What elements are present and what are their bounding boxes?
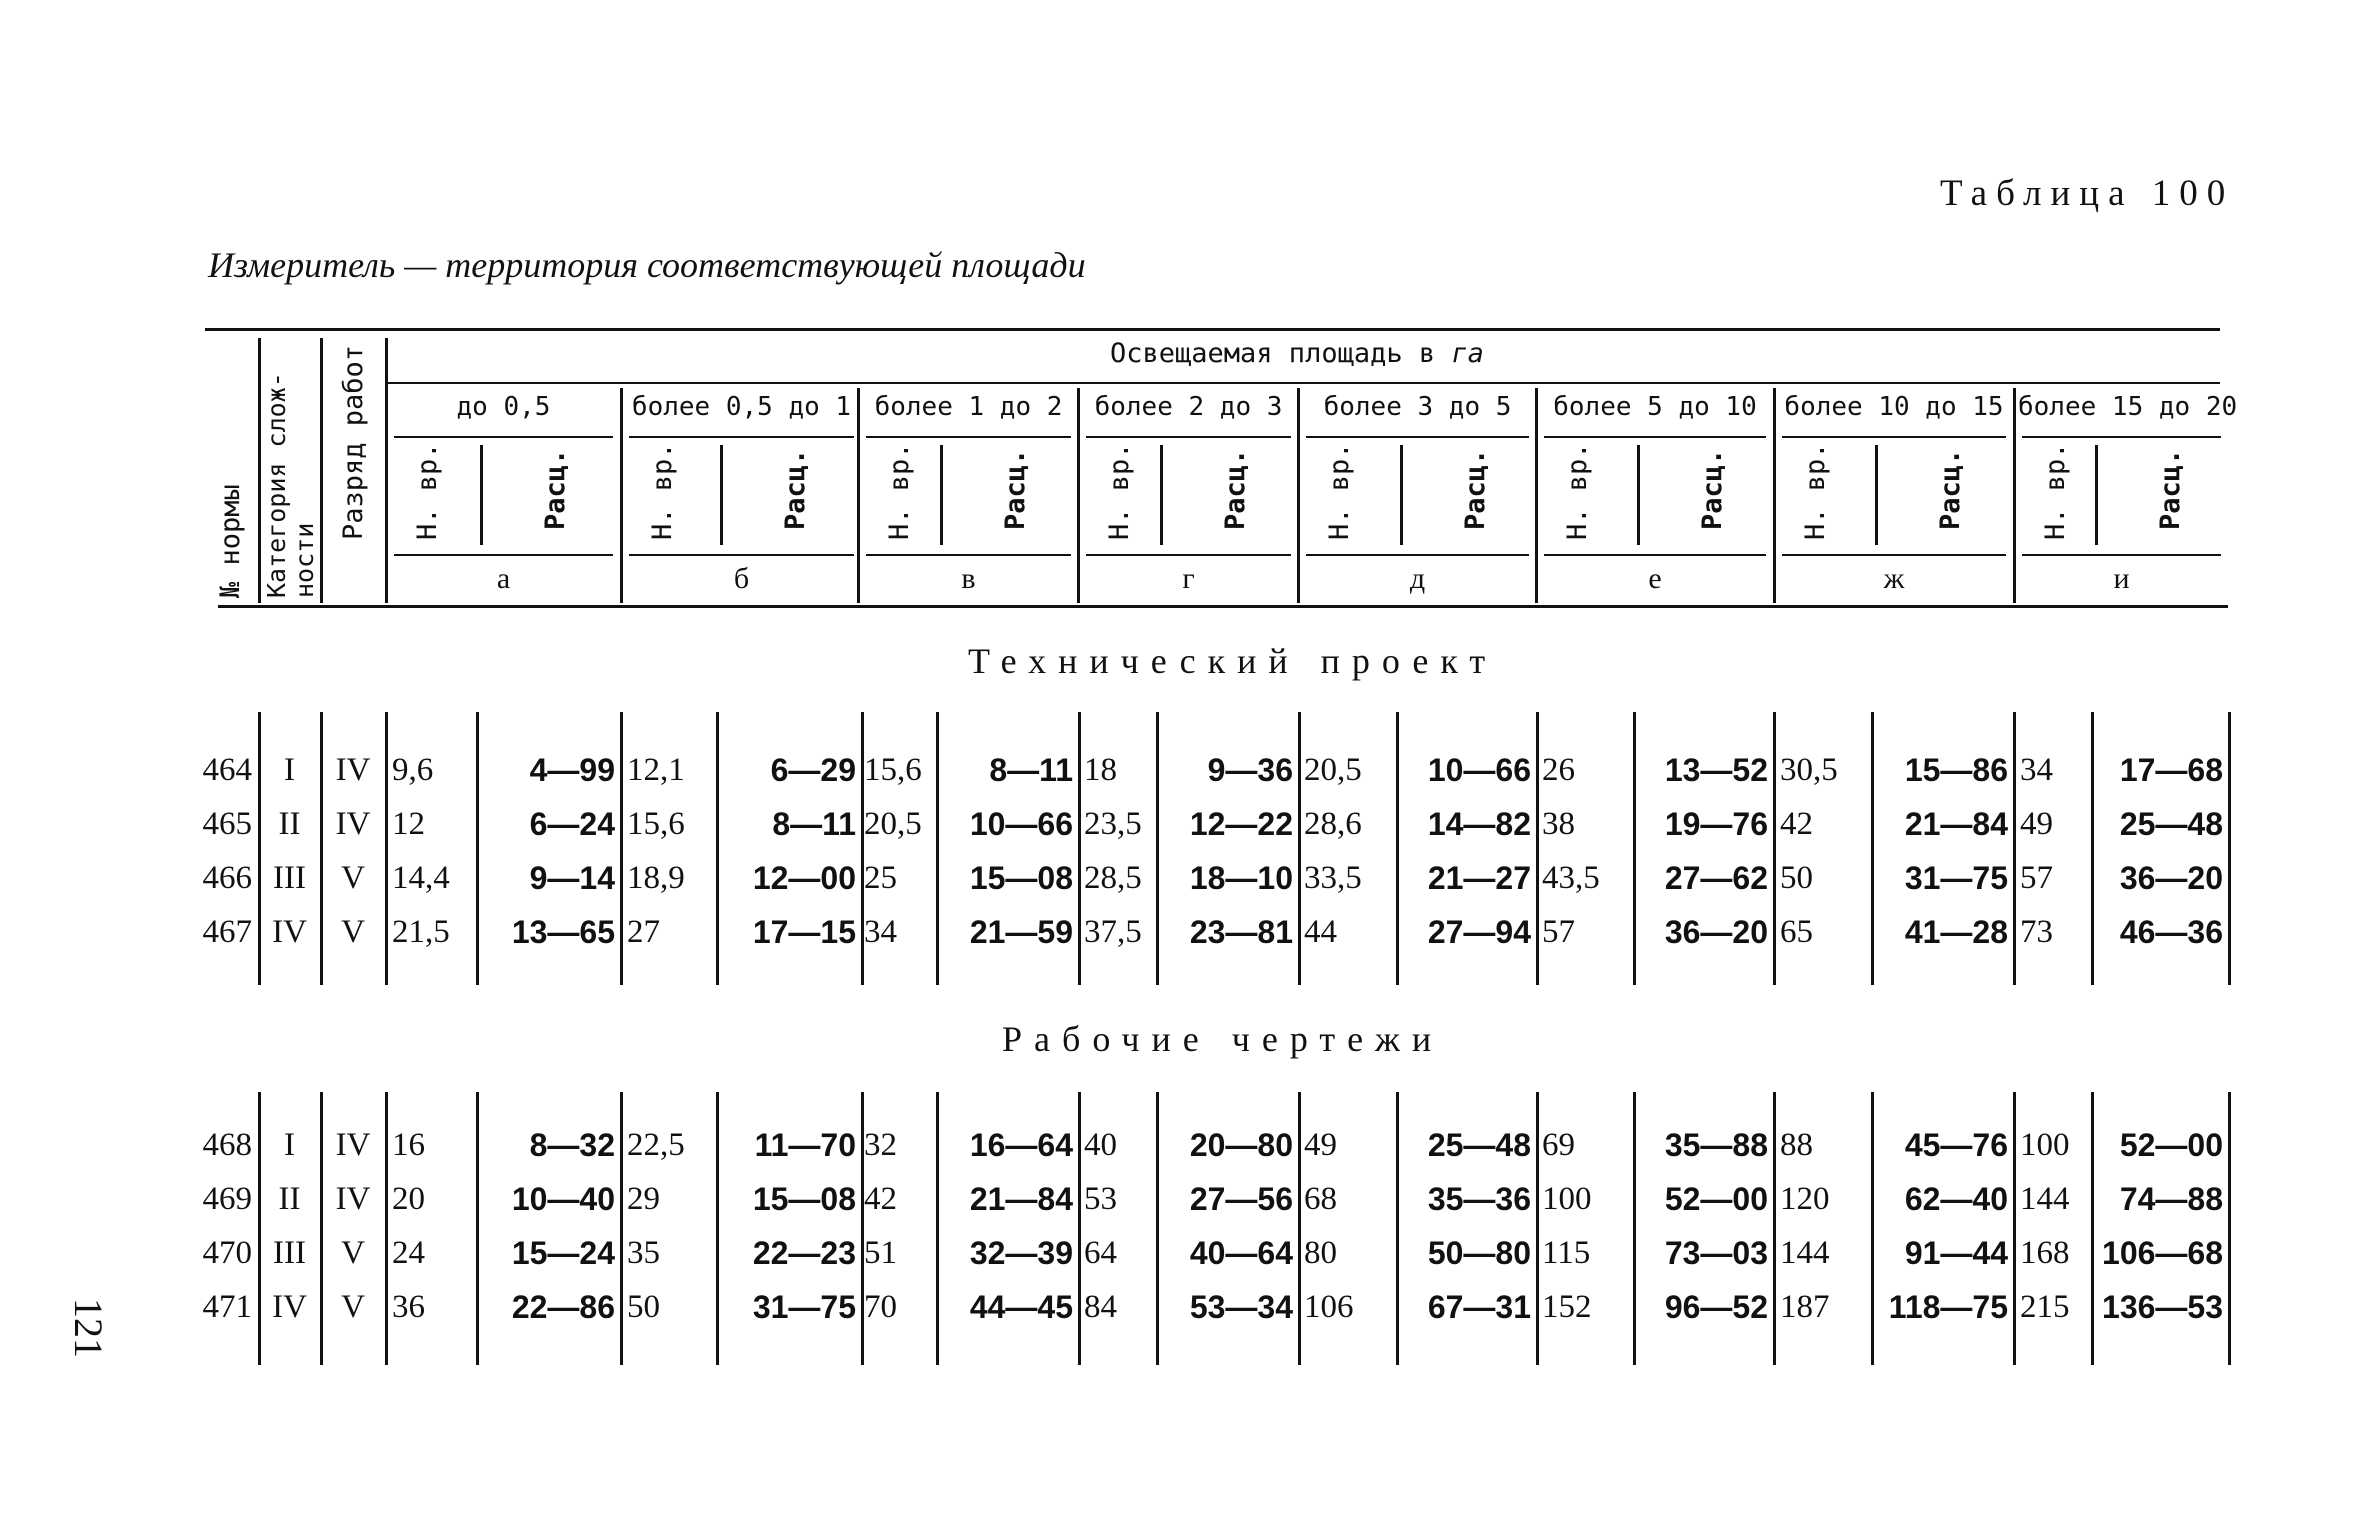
complexity-category: II [278,806,301,842]
rate-value: 106—68 [2102,1235,2223,1271]
range-underline [1782,436,2006,438]
rate-value: 18—10 [1189,860,1293,896]
time-norm-value: 38 [1542,806,1575,842]
norm-number: 464 [202,752,252,788]
time-norm-value: 12 [392,806,425,842]
time-norm-value: 12,1 [627,752,685,788]
rate-value: 41—28 [1904,914,2008,950]
norm-number: 470 [202,1235,252,1271]
column-rule [1773,712,1776,985]
rate-header: Расц. [1697,448,1728,530]
rate-value: 9—14 [529,860,615,896]
column-rule [620,712,623,985]
rate-value: 23—81 [1189,914,1293,950]
rate-value: 10—40 [511,1181,615,1217]
time-norm-value: 20 [392,1181,425,1217]
time-norm-value: 106 [1304,1289,1354,1325]
time-norm-value: 34 [864,914,897,950]
rate-value: 14—82 [1427,806,1531,842]
rate-value: 46—36 [2119,914,2223,950]
rate-header: Расц. [1220,448,1251,530]
letter-rule [1086,554,1291,556]
rate-value: 50—80 [1427,1235,1531,1271]
time-norm-value: 65 [1780,914,1813,950]
time-rate-divider [940,445,943,545]
time-header: Н. вр. [412,442,443,540]
range-header: более 3 до 5 [1323,392,1512,422]
complexity-category: IV [272,914,307,950]
page-number: 121 [66,1298,111,1358]
time-norm-value: 115 [1542,1235,1591,1271]
range-header: более 15 до 20 [2018,392,2238,422]
time-norm-value: 50 [1780,860,1813,896]
rate-value: 74—88 [2119,1181,2223,1217]
area-title-rule [388,382,2220,384]
complexity-category: III [273,1235,306,1271]
time-norm-value: 37,5 [1084,914,1142,950]
rate-value: 96—52 [1664,1289,1768,1325]
time-norm-value: 53 [1084,1181,1117,1217]
column-rule [1633,712,1636,985]
column-rule [320,1092,323,1365]
rate-value: 9—36 [1207,752,1293,788]
column-rule [1871,1092,1874,1365]
time-norm-value: 16 [392,1127,425,1163]
rate-value: 36—20 [1664,914,1768,950]
column-rule [620,1092,623,1365]
group-divider [620,388,623,603]
letter-rule [1782,554,2006,556]
category-header-line2: ности [290,522,319,598]
section-title: Технический проект [968,641,1498,681]
rate-value: 12—00 [752,860,856,896]
range-header: более 2 до 3 [1094,392,1283,422]
rate-value: 44—45 [969,1289,1073,1325]
time-rate-divider [1637,445,1640,545]
time-norm-value: 32 [864,1127,897,1163]
work-grade: V [341,1289,365,1325]
norm-number: 468 [202,1127,252,1163]
area-title-text: Освещаемая площадь в [1110,338,1452,369]
time-norm-value: 40 [1084,1127,1117,1163]
range-underline [866,436,1071,438]
rate-value: 31—75 [752,1289,856,1325]
time-norm-value: 28,5 [1084,860,1142,896]
time-norm-value: 49 [2020,806,2053,842]
column-rule [476,712,479,985]
range-header: более 0,5 до 1 [631,392,852,422]
column-rule [1298,712,1301,985]
rate-header: Расц. [1000,448,1031,530]
column-rule [1396,712,1399,985]
time-norm-value: 20,5 [1304,752,1362,788]
column-rule [385,712,388,985]
header-divider [385,338,388,603]
column-rule [1396,1092,1399,1365]
time-norm-value: 30,5 [1780,752,1838,788]
column-rule [2228,1092,2231,1365]
work-grade: IV [335,1181,371,1217]
letter-rule [394,554,613,556]
norm-number: 469 [202,1181,252,1217]
rate-value: 25—48 [1427,1127,1531,1163]
area-title-unit: га [1451,338,1484,369]
rate-header: Расц. [780,448,811,530]
group-divider [1773,388,1776,603]
rate-value: 25—48 [2119,806,2223,842]
group-divider [2013,388,2016,603]
time-header: Н. вр. [2040,442,2071,540]
time-norm-value: 23,5 [1084,806,1142,842]
norm-number: 465 [202,806,252,842]
time-norm-value: 33,5 [1304,860,1362,896]
range-header: до 0,5 [456,392,551,422]
rate-value: 8—32 [529,1127,615,1163]
complexity-category: III [273,860,306,896]
range-underline [2022,436,2221,438]
unit-caption: Измеритель — территория соответствующей площади [208,245,1086,285]
column-rule [1078,1092,1081,1365]
column-rule [2228,712,2231,985]
time-norm-value: 35 [627,1235,660,1271]
column-rule [1156,1092,1159,1365]
group-divider [1535,388,1538,603]
rate-header: Расц. [540,448,571,530]
group-letter: в [961,562,976,595]
complexity-category: I [284,1127,295,1163]
column-rule [936,1092,939,1365]
column-rule [716,1092,719,1365]
column-rule [1536,1092,1539,1365]
rate-value: 15—08 [752,1181,856,1217]
time-norm-value: 152 [1542,1289,1592,1325]
group-letter: г [1182,562,1195,595]
time-norm-value: 84 [1084,1289,1117,1325]
time-norm-value: 14,4 [392,860,450,896]
column-rule [320,712,323,985]
group-letter: ж [1883,562,1905,595]
column-rule [476,1092,479,1365]
rate-value: 67—31 [1427,1289,1531,1325]
norm-no-header: № нормы [215,484,246,598]
rate-value: 10—66 [1427,752,1531,788]
group-letter: а [496,562,511,595]
time-norm-value: 64 [1084,1235,1117,1271]
time-norm-value: 68 [1304,1181,1337,1217]
section-title: Рабочие чертежи [1002,1019,1444,1059]
rate-value: 6—29 [770,752,856,788]
rate-value: 17—15 [752,914,856,950]
rate-value: 35—88 [1664,1127,1768,1163]
time-header: Н. вр. [1104,442,1135,540]
rate-value: 35—36 [1427,1181,1531,1217]
time-norm-value: 70 [864,1289,897,1325]
time-norm-value: 24 [392,1235,425,1271]
rate-value: 4—99 [529,752,615,788]
rate-value: 16—64 [969,1127,1073,1163]
column-rule [1078,712,1081,985]
column-rule [258,1092,261,1365]
rate-value: 8—11 [989,752,1073,788]
column-rule [2091,1092,2094,1365]
group-letter: и [2113,562,2130,595]
time-header: Н. вр. [1562,442,1593,540]
rate-value: 52—00 [2119,1127,2223,1163]
column-rule [258,712,261,985]
column-rule [2013,712,2016,985]
work-grade: IV [335,752,371,788]
time-norm-value: 80 [1304,1235,1337,1271]
complexity-category: I [284,752,295,788]
work-grade: V [341,914,365,950]
time-rate-divider [1160,445,1163,545]
category-header-line1: Категория слож- [262,372,291,598]
area-title [1110,338,1484,369]
time-norm-value: 18,9 [627,860,685,896]
rate-value: 15—08 [969,860,1073,896]
range-underline [629,436,854,438]
time-norm-value: 144 [1780,1235,1830,1271]
range-header: более 1 до 2 [874,392,1063,422]
letter-rule [2022,554,2221,556]
time-norm-value: 168 [2020,1235,2070,1271]
time-norm-value: 15,6 [864,752,922,788]
header-top-rule [205,328,2220,331]
rate-value: 11—70 [754,1127,856,1163]
range-header: более 5 до 10 [1553,392,1757,422]
group-letter: б [733,562,750,595]
time-rate-divider [1875,445,1878,545]
column-rule [1156,712,1159,985]
rate-value: 22—86 [511,1289,615,1325]
letter-rule [866,554,1071,556]
header-divider [320,338,323,603]
time-norm-value: 51 [864,1235,897,1271]
column-rule [385,1092,388,1365]
time-norm-value: 9,6 [392,752,434,788]
group-divider [1297,388,1300,603]
time-norm-value: 15,6 [627,806,685,842]
time-norm-value: 44 [1304,914,1337,950]
rate-value: 52—00 [1664,1181,1768,1217]
range-header: более 10 до 15 [1784,392,2004,422]
time-header: Н. вр. [647,442,678,540]
rate-value: 36—20 [2119,860,2223,896]
time-norm-value: 26 [1542,752,1575,788]
time-norm-value: 28,6 [1304,806,1362,842]
column-rule [1298,1092,1301,1365]
letter-rule [1544,554,1766,556]
range-underline [1544,436,1766,438]
column-rule [1633,1092,1636,1365]
rate-value: 32—39 [969,1235,1073,1271]
time-norm-value: 18 [1084,752,1117,788]
time-rate-divider [480,445,483,545]
rate-header: Расц. [1935,448,1966,530]
group-divider [857,388,860,603]
time-norm-value: 100 [1542,1181,1592,1217]
range-underline [1086,436,1291,438]
time-rate-divider [2095,445,2098,545]
rate-value: 40—64 [1189,1235,1293,1271]
time-norm-value: 49 [1304,1127,1337,1163]
rate-value: 10—66 [969,806,1073,842]
complexity-category: II [278,1181,301,1217]
rate-value: 21—84 [1904,806,2008,842]
column-rule [1871,712,1874,985]
rate-value: 15—86 [1904,752,2008,788]
column-rule [1773,1092,1776,1365]
time-norm-value: 73 [2020,914,2053,950]
range-underline [1306,436,1529,438]
rate-value: 21—27 [1427,860,1531,896]
time-rate-divider [720,445,723,545]
group-divider [1077,388,1080,603]
rate-value: 12—22 [1189,806,1293,842]
time-norm-value: 25 [864,860,897,896]
rate-value: 53—34 [1189,1289,1293,1325]
rate-header: Расц. [1460,448,1491,530]
norm-number: 471 [202,1289,252,1325]
header-bottom-rule [218,605,2228,608]
time-norm-value: 57 [1542,914,1575,950]
time-norm-value: 187 [1780,1289,1830,1325]
time-norm-value: 20,5 [864,806,922,842]
rate-value: 31—75 [1904,860,2008,896]
rate-value: 27—62 [1664,860,1768,896]
time-norm-value: 69 [1542,1127,1575,1163]
grade-header: Разряд работ [338,344,369,540]
time-norm-value: 100 [2020,1127,2070,1163]
norm-number: 467 [202,914,252,950]
time-norm-value: 42 [864,1181,897,1217]
time-norm-value: 50 [627,1289,660,1325]
work-grade: V [341,1235,365,1271]
rate-value: 27—94 [1427,914,1531,950]
column-rule [1536,712,1539,985]
rate-value: 118—75 [1888,1289,2008,1325]
column-rule [2091,712,2094,985]
letter-rule [1306,554,1529,556]
work-grade: IV [335,1127,371,1163]
table-label: Таблица 100 [1940,173,2235,214]
time-rate-divider [1400,445,1403,545]
rate-value: 73—03 [1664,1235,1768,1271]
rate-value: 19—76 [1664,806,1768,842]
time-norm-value: 22,5 [627,1127,685,1163]
rate-header: Расц. [2155,448,2186,530]
time-header: Н. вр. [884,442,915,540]
rate-value: 15—24 [511,1235,615,1271]
rate-value: 91—44 [1904,1235,2008,1271]
time-header: Н. вр. [1800,442,1831,540]
group-letter: д [1409,562,1426,595]
range-underline [394,436,613,438]
norm-number: 466 [202,860,252,896]
rate-value: 27—56 [1189,1181,1293,1217]
rate-value: 136—53 [2102,1289,2223,1325]
rate-value: 13—52 [1664,752,1768,788]
rate-value: 45—76 [1904,1127,2008,1163]
rate-value: 13—65 [511,914,615,950]
rate-value: 6—24 [529,806,615,842]
time-norm-value: 43,5 [1542,860,1600,896]
complexity-category: IV [272,1289,307,1325]
column-rule [2013,1092,2016,1365]
rate-value: 20—80 [1189,1127,1293,1163]
rate-value: 21—84 [969,1181,1073,1217]
time-norm-value: 21,5 [392,914,450,950]
time-norm-value: 29 [627,1181,660,1217]
time-header: Н. вр. [1324,442,1355,540]
time-norm-value: 42 [1780,806,1813,842]
rate-value: 22—23 [752,1235,856,1271]
time-norm-value: 88 [1780,1127,1813,1163]
time-norm-value: 120 [1780,1181,1830,1217]
column-rule [716,712,719,985]
rate-value: 8—11 [772,806,856,842]
group-letter: е [1648,562,1662,595]
time-norm-value: 144 [2020,1181,2070,1217]
rate-value: 17—68 [2119,752,2223,788]
rate-value: 62—40 [1904,1181,2008,1217]
time-norm-value: 36 [392,1289,425,1325]
rate-value: 21—59 [969,914,1073,950]
work-grade: IV [335,806,371,842]
work-grade: V [341,860,365,896]
header-divider [258,338,261,603]
time-norm-value: 57 [2020,860,2053,896]
time-norm-value: 27 [627,914,660,950]
time-norm-value: 34 [2020,752,2053,788]
letter-rule [629,554,854,556]
column-rule [936,712,939,985]
time-norm-value: 215 [2020,1289,2070,1325]
